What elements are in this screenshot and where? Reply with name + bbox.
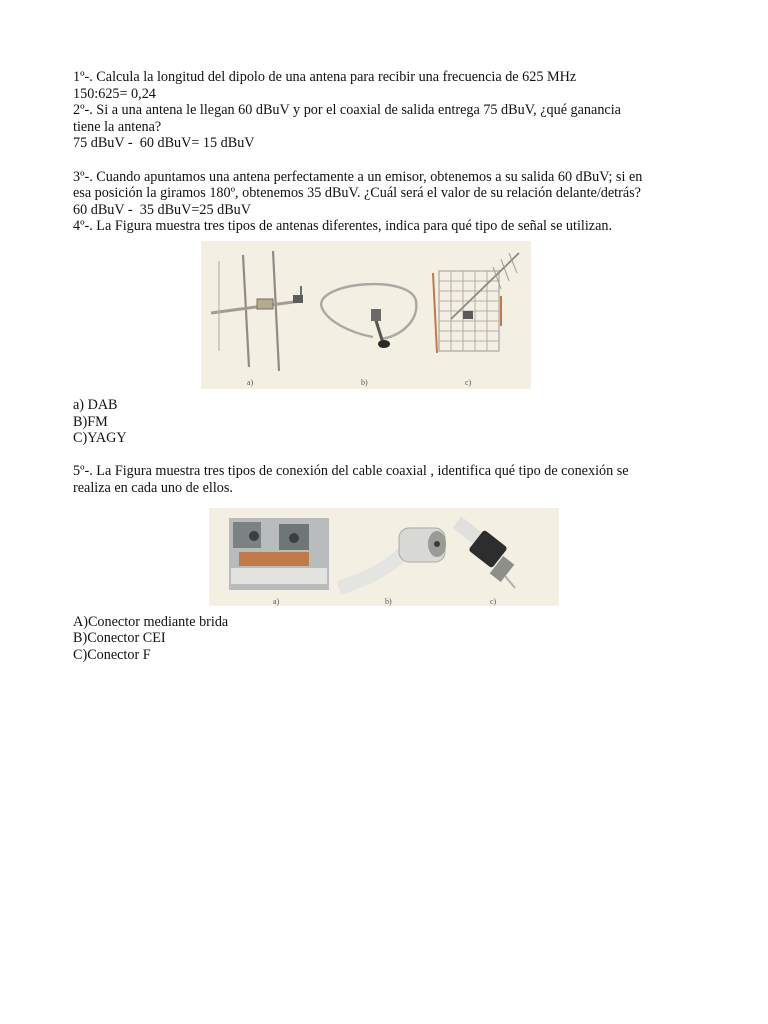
q1-question: 1º-. Calcula la longitud del dipolo de una antena para recibir una frecuencia de 625 MHz — [73, 69, 577, 85]
q5-answer-b: B)Conector CEI — [73, 630, 166, 647]
coaxial-connectors-figure — [209, 508, 559, 606]
figure2-caption-a: a) — [273, 596, 280, 606]
q1-answer: 150:625= 0,24 — [73, 85, 156, 102]
q5-question-line1: 5º-. La Figura muestra tres tipos de conexión del cable coaxial , identifica qué tipo de conexión se — [73, 463, 629, 480]
q3-question-line1: 3º-. Cuando apuntamos una antena perfectamente a un emisor, obtenemos a su salida 60 dBuV; si en — [73, 168, 643, 185]
q4-answer-b: B)FM — [73, 413, 108, 430]
cei-connector-image — [339, 528, 446, 588]
q4-answers — [73, 397, 698, 447]
grid-antenna-image — [433, 253, 519, 353]
q2-answer: 75 dBuV - 60 dBuV= 15 dBuV — [73, 135, 255, 152]
circular-antenna-image — [321, 284, 416, 348]
q5-answers — [73, 614, 698, 664]
clamp-connector-image — [229, 518, 329, 590]
figure2-caption-b: b) — [385, 596, 392, 606]
figure1-caption-c: c) — [465, 377, 472, 387]
antenna-types-illustration — [201, 241, 531, 389]
figure2-caption-c: c) — [490, 596, 497, 606]
q3-question-line2: esa posición la giramos 180º, obtenemos 35 dBuV. ¿Cuál será el valor de su relación delante/detrás? — [73, 185, 641, 202]
figure1-caption-b: b) — [361, 377, 368, 387]
q5-answer-a: A)Conector mediante brida — [73, 613, 229, 630]
coaxial-connectors-illustration — [209, 508, 559, 606]
antenna-types-figure — [201, 241, 531, 389]
q4-answer-c: C)YAGY — [73, 430, 127, 447]
q2-question-line1: 2º-. Si a una antena le llegan 60 dBuV y por el coaxial de salida entrega 75 dBuV, ¿qué ganancia — [73, 102, 621, 119]
q4-answer-a: a) DAB — [73, 396, 118, 413]
figure1-caption-a: a) — [247, 377, 254, 387]
f-connector-image — [457, 522, 515, 588]
q2-question-line2: tiene la antena? — [73, 118, 162, 135]
dipole-antenna-image — [211, 251, 303, 371]
q3-answer: 60 dBuV - 35 dBuV=25 dBuV — [73, 201, 252, 218]
q4-question: 4º-. La Figura muestra tres tipos de antenas diferentes, indica para qué tipo de señal se utilizan. — [73, 218, 613, 235]
q5-question-line2: realiza en cada uno de ellos. — [73, 479, 233, 496]
q5-answer-c: C)Conector F — [73, 646, 151, 663]
